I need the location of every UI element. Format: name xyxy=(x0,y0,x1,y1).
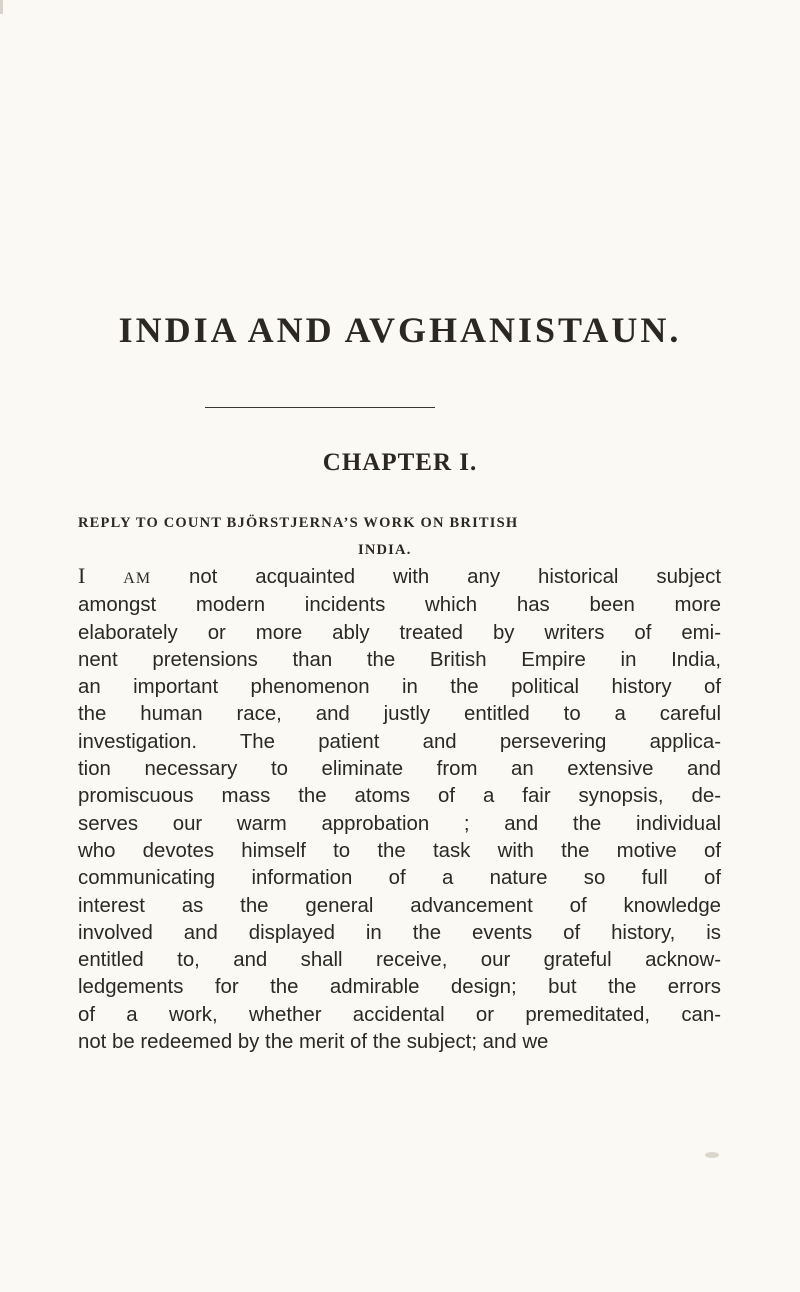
chapter-subtitle-line: INDIA. xyxy=(358,542,412,558)
title-divider-rule xyxy=(205,407,435,408)
paragraph-line: the human race, and justly entitled to a careful xyxy=(78,703,721,726)
paragraph-line: tion necessary to eliminate from an extensive and xyxy=(78,758,721,781)
paragraph-line: nent pretensions than the British Empire in India, xyxy=(78,648,721,671)
chapter-subtitle xyxy=(78,510,678,564)
chapter-subtitle-line: REPLY TO COUNT BJÖRSTJERNA’S WORK ON BRITISH xyxy=(78,515,519,531)
small-caps-word: AM xyxy=(123,570,152,587)
paragraph-line: ledgements for the admirable design; but the errors xyxy=(78,976,721,999)
paragraph-line: entitled to, and shall receive, our grateful acknow- xyxy=(78,949,721,972)
paragraph-line: involved and displayed in the events of history, is xyxy=(78,921,721,944)
page-edge-mark xyxy=(0,0,3,14)
paragraph-line: of a work, whether accidental or premeditated, can- xyxy=(78,1003,721,1026)
paragraph-line: investigation. The patient and persevering applica- xyxy=(78,730,721,753)
chapter-heading: CHAPTER I. xyxy=(322,449,478,476)
paragraph-line-first xyxy=(78,562,721,592)
paragraph-line: amongst modern incidents which has been more xyxy=(78,594,721,617)
body-paragraph xyxy=(78,562,721,1056)
paragraph-line: elaborately or more ably treated by writers of emi- xyxy=(78,621,721,644)
paragraph-line: an important phenomenon in the political history of xyxy=(78,676,721,699)
paragraph-line: interest as the general advancement of knowledge xyxy=(78,894,721,917)
initial-letter: I xyxy=(78,563,86,588)
ink-stain xyxy=(705,1152,719,1158)
paragraph-line: serves our warm approbation ; and the individual xyxy=(78,812,721,835)
book-title: INDIA AND AVGHANISTAUN. xyxy=(118,310,682,350)
paragraph-line-text: not acquainted with any historical subject xyxy=(151,566,721,588)
paragraph-line: not be redeemed by the merit of the subject; and we xyxy=(78,1031,549,1054)
paragraph-line: promiscuous mass the atoms of a fair synopsis, de- xyxy=(78,785,721,808)
paragraph-line: communicating information of a nature so full of xyxy=(78,867,721,890)
paragraph-line: who devotes himself to the task with the motive of xyxy=(78,839,721,862)
